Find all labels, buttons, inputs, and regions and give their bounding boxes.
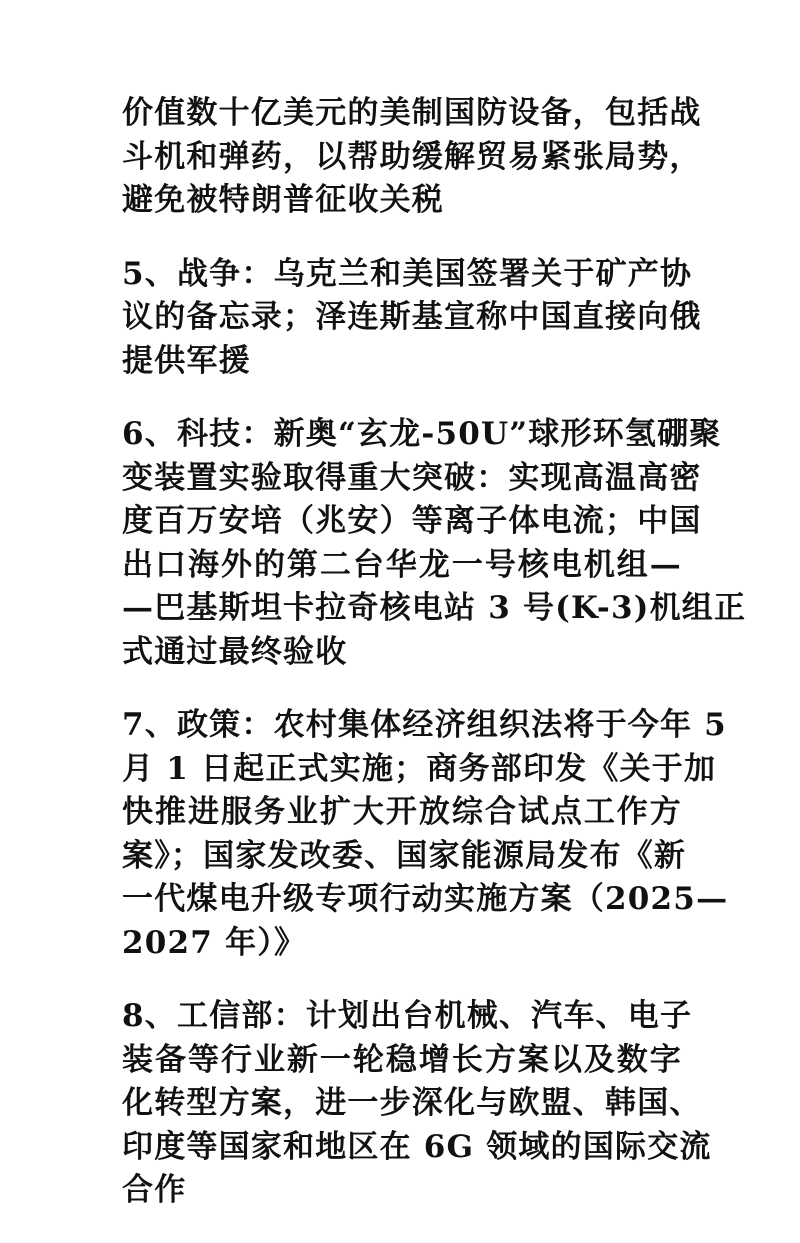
paragraph-item-4-continuation bbox=[122, 92, 702, 223]
text-line: 5、战争：乌克兰和美国签署关于矿产协 bbox=[122, 255, 693, 292]
text-line: 2027 年）》 bbox=[122, 924, 307, 961]
paragraph-item-7-policy bbox=[122, 704, 729, 965]
text-line: 快推进服务业扩大开放综合试点工作方 bbox=[122, 794, 682, 830]
text-line: 提供军援 bbox=[122, 342, 251, 379]
paragraph-item-8-miit bbox=[122, 995, 712, 1213]
text-line: 月 1 日起正式实施；商务部印发《关于加 bbox=[122, 750, 717, 787]
text-line: 度百万安培（兆安）等离子体电流；中国 bbox=[122, 503, 702, 539]
text-line: —巴基斯坦卡拉奇核电站 3 号(K-3)机组正 bbox=[122, 590, 747, 626]
text-line: 出口海外的第二台华龙一号核电机组— bbox=[122, 546, 682, 583]
text-line: 价值数十亿美元的美制国防设备，包括战 bbox=[122, 95, 702, 131]
paragraph-item-5-war bbox=[122, 253, 702, 384]
text-line: 7、政策：农村集体经济组织法将于今年 5 bbox=[122, 707, 727, 743]
text-line: 6、科技：新奥“玄龙-50U”球形环氢硼聚 bbox=[122, 416, 722, 452]
text-line: 印度等国家和地区在 6G 领域的国际交流 bbox=[122, 1128, 712, 1165]
text-line: 议的备忘录；泽连斯基宣称中国直接向俄 bbox=[122, 299, 702, 335]
document-page bbox=[122, 92, 747, 1243]
paragraph-item-6-tech bbox=[122, 413, 747, 674]
text-line: 一代煤电升级专项行动实施方案（2025— bbox=[122, 881, 729, 917]
text-line: 避免被特朗普征收关税 bbox=[122, 182, 444, 218]
text-line: 8、工信部：计划出台机械、汽车、电子 bbox=[122, 998, 693, 1034]
text-line: 装备等行业新一轮稳增长方案以及数字 bbox=[122, 1041, 682, 1078]
text-line: 合作 bbox=[122, 1172, 187, 1208]
text-line: 式通过最终验收 bbox=[122, 633, 348, 670]
text-line: 化转型方案，进一步深化与欧盟、韩国、 bbox=[122, 1085, 702, 1121]
text-line: 变装置实验取得重大突破：实现高温高密 bbox=[122, 459, 702, 496]
text-line: 斗机和弹药，以帮助缓解贸易紧张局势， bbox=[122, 138, 702, 175]
text-line: 案》；国家发改委、国家能源局发布《新 bbox=[122, 837, 687, 874]
